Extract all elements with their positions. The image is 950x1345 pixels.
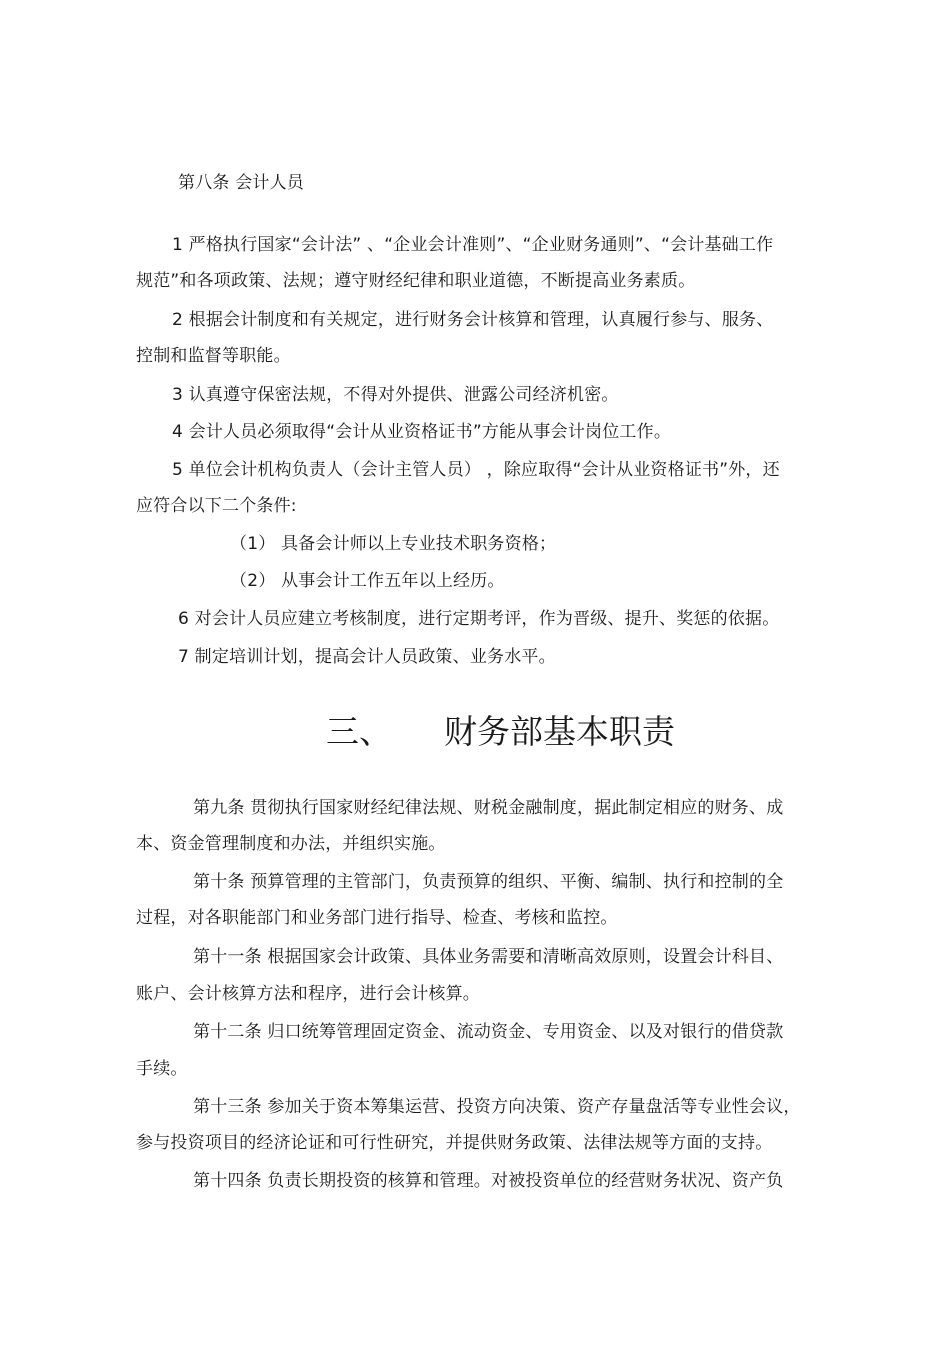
article-8-item-7: 7 制定培训计划，提高会计人员政策、业务水平。 bbox=[178, 647, 556, 667]
article-8-item-3: 3 认真遵守保密法规，不得对外提供、泄露公司经济机密。 bbox=[172, 385, 619, 405]
article-8-item-4: 4 会计人员必须取得“会计从业资格证书”方能从事会计岗位工作。 bbox=[172, 422, 672, 442]
article-14-line-1: 第十四条 负责长期投资的核算和管理。对被投资单位的经营财务状况、资产负 bbox=[193, 1171, 784, 1191]
article-13-line-1: 第十三条 参加关于资本筹集运营、投资方向决策、资产存量盘活等专业性会议， bbox=[193, 1097, 801, 1117]
article-8-item-1-line-1: 1 严格执行国家“会计法” 、“企业会计准则”、“企业财务通则”、“会计基础工作 bbox=[172, 235, 774, 255]
article-10-line-2: 过程，对各职能部门和业务部门进行指导、检查、考核和监控。 bbox=[136, 908, 618, 928]
article-11-line-1: 第十一条 根据国家会计政策、具体业务需要和清晰高效原则，设置会计科目、 bbox=[193, 947, 784, 967]
article-8-title: 第八条 会计人员 bbox=[178, 173, 305, 193]
condition-2: （2） 从事会计工作五年以上经历。 bbox=[230, 571, 505, 591]
article-8-item-2-line-1: 2 根据会计制度和有关规定，进行财务会计核算和管理，认真履行参与、服务、 bbox=[172, 310, 774, 330]
article-9-line-1: 第九条 贯彻执行国家财经纪律法规、财税金融制度，据此制定相应的财务、成 bbox=[193, 798, 784, 818]
article-9-line-2: 本、资金管理制度和办法，并组织实施。 bbox=[136, 834, 446, 854]
article-8-item-5-line-2: 应符合以下二个条件: bbox=[136, 496, 297, 516]
article-11-line-2: 账户、会计核算方法和程序，进行会计核算。 bbox=[136, 984, 480, 1004]
article-8-item-6: 6 对会计人员应建立考核制度，进行定期考评，作为晋级、提升、奖惩的依据。 bbox=[178, 609, 780, 629]
section-number: 三、 bbox=[326, 712, 392, 751]
article-8-item-1-line-2: 规范”和各项政策、法规；遵守财经纪律和职业道德，不断提高业务素质。 bbox=[136, 271, 696, 291]
article-8-item-5-line-1: 5 单位会计机构负责人（会计主管人员） ，除应取得“会计从业资格证书”外，还 bbox=[172, 460, 780, 480]
condition-1: （1） 具备会计师以上专业技术职务资格； bbox=[230, 534, 557, 554]
article-12-line-1: 第十二条 归口统筹管理固定资金、流动资金、专用资金、以及对银行的借贷款 bbox=[193, 1022, 784, 1042]
article-13-line-2: 参与投资项目的经济论证和可行性研究，并提供财务政策、法律法规等方面的支持。 bbox=[136, 1133, 773, 1153]
article-10-line-1: 第十条 预算管理的主管部门，负责预算的组织、平衡、编制、执行和控制的全 bbox=[193, 872, 784, 892]
section-title: 财务部基本职责 bbox=[444, 712, 675, 751]
section-heading bbox=[326, 712, 675, 752]
article-12-line-2: 手续。 bbox=[136, 1059, 188, 1079]
article-8-item-2-line-2: 控制和监督等职能。 bbox=[136, 346, 291, 366]
